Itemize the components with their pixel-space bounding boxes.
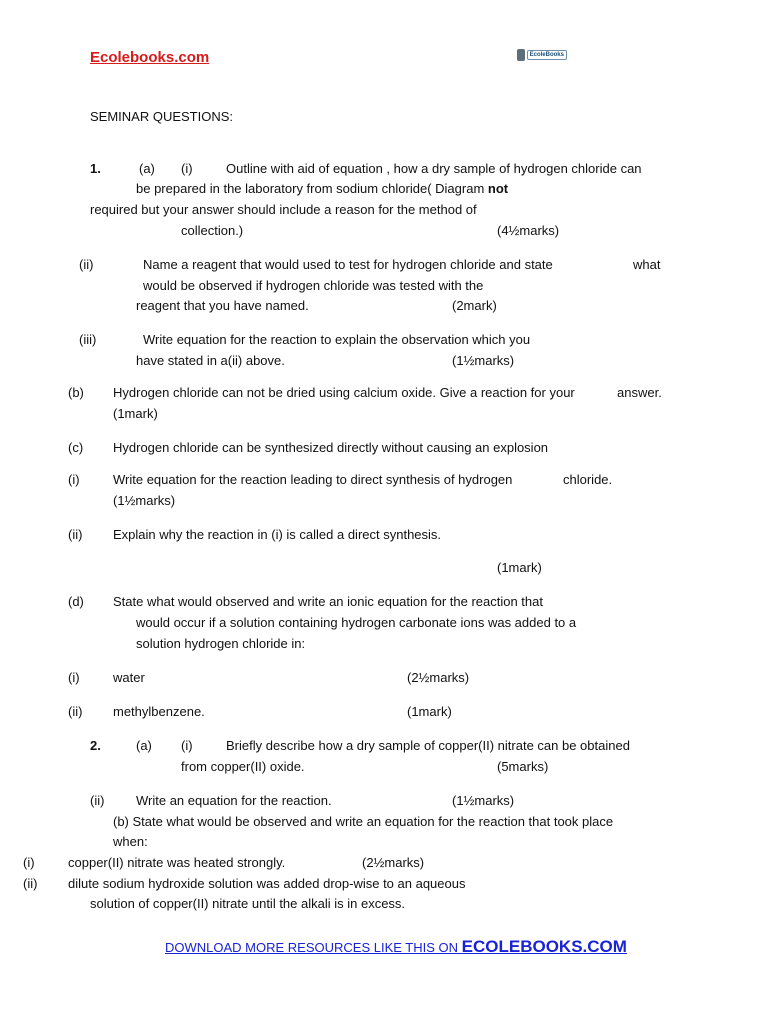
marks-label: (1mark) <box>407 704 452 719</box>
part-label: (b) <box>68 385 84 400</box>
download-more-link[interactable]: DOWNLOAD MORE RESOURCES LIKE THIS ON ECOLEBOOKS.COM <box>165 937 627 956</box>
subpart-label: (i) <box>68 670 80 685</box>
question-text: Briefly describe how a dry sample of copper(II) nitrate can be obtained <box>226 738 630 753</box>
marks-label: (1½marks) <box>113 493 176 508</box>
question-text: solution of copper(II) nitrate until the alkali is in excess. <box>90 896 406 911</box>
question-text: Write equation for the reaction to explain the observation which you <box>143 332 531 347</box>
ecolebooks-logo <box>517 47 567 63</box>
question-text: Outline with aid of equation , how a dry sample of hydrogen chloride can <box>226 161 642 176</box>
marks-label: (2mark) <box>452 298 497 313</box>
question-text: required but your answer should include a reason for the method of <box>90 202 477 217</box>
question-text: be prepared in the laboratory from sodium chloride( Diagram not <box>136 181 509 196</box>
marks-label: (1mark) <box>113 406 158 421</box>
question-text: answer. <box>617 385 662 400</box>
question-text: chloride. <box>563 472 613 487</box>
page-title: SEMINAR QUESTIONS: <box>90 109 234 124</box>
subpart-label: (i) <box>181 161 193 176</box>
question-text: reagent that you have named. <box>136 298 309 313</box>
question-text: water <box>113 670 145 685</box>
emphasis-text: not <box>487 181 509 196</box>
question-text: Hydrogen chloride can be synthesized directly without causing an explosion <box>113 440 549 455</box>
question-text: Write equation for the reaction leading to direct synthesis of hydrogen <box>113 472 513 487</box>
question-text: from copper(II) oxide. <box>181 759 305 774</box>
question-text: solution hydrogen chloride in: <box>136 636 306 651</box>
question-number: 2. <box>90 738 101 753</box>
part-label: (d) <box>68 594 84 609</box>
subpart-label: (i) <box>181 738 193 753</box>
logo-text: EcoleBooks <box>527 50 567 60</box>
subpart-label: (i) <box>23 855 35 870</box>
question-text: what <box>633 257 661 272</box>
question-text: Hydrogen chloride can not be dried using calcium oxide. Give a reaction for your <box>113 385 575 400</box>
subpart-label: (ii) <box>79 257 94 272</box>
part-label: (a) <box>139 161 155 176</box>
marks-label: (5marks) <box>497 759 549 774</box>
book-icon <box>517 49 525 61</box>
subpart-label: (ii) <box>68 704 83 719</box>
question-text: have stated in a(ii) above. <box>136 353 285 368</box>
subpart-label: (i) <box>68 472 80 487</box>
part-label: (a) <box>136 738 152 753</box>
question-text: copper(II) nitrate was heated strongly. <box>68 855 286 870</box>
question-text: State what would observed and write an ionic equation for the reaction that <box>113 594 543 609</box>
marks-label: (1mark) <box>497 560 542 575</box>
question-text: Write an equation for the reaction. <box>136 793 332 808</box>
marks-label: (4½marks) <box>497 223 560 238</box>
question-text: Name a reagent that would used to test for hydrogen chloride and state <box>143 257 553 272</box>
question-text: would be observed if hydrogen chloride was tested with the <box>143 278 484 293</box>
question-text: dilute sodium hydroxide solution was added drop-wise to an aqueous <box>68 876 466 891</box>
question-text: Explain why the reaction in (i) is called a direct synthesis. <box>113 527 442 542</box>
question-text: methylbenzene. <box>113 704 205 719</box>
question-text: (b) State what would be observed and write an equation for the reaction that took place <box>113 814 614 829</box>
subpart-label: (iii) <box>79 332 97 347</box>
marks-label: (2½marks) <box>362 855 425 870</box>
question-text: when: <box>113 834 148 849</box>
question-text: collection.) <box>181 223 244 238</box>
subpart-label: (ii) <box>23 876 38 891</box>
subpart-label: (ii) <box>68 527 83 542</box>
subpart-label: (ii) <box>90 793 105 808</box>
part-label: (c) <box>68 440 84 455</box>
brand-link[interactable]: Ecolebooks.com <box>90 49 210 66</box>
question-number: 1. <box>90 161 101 176</box>
marks-label: (1½marks) <box>452 353 515 368</box>
marks-label: (1½marks) <box>452 793 515 808</box>
question-text: would occur if a solution containing hydrogen carbonate ions was added to a <box>136 615 577 630</box>
marks-label: (2½marks) <box>407 670 470 685</box>
